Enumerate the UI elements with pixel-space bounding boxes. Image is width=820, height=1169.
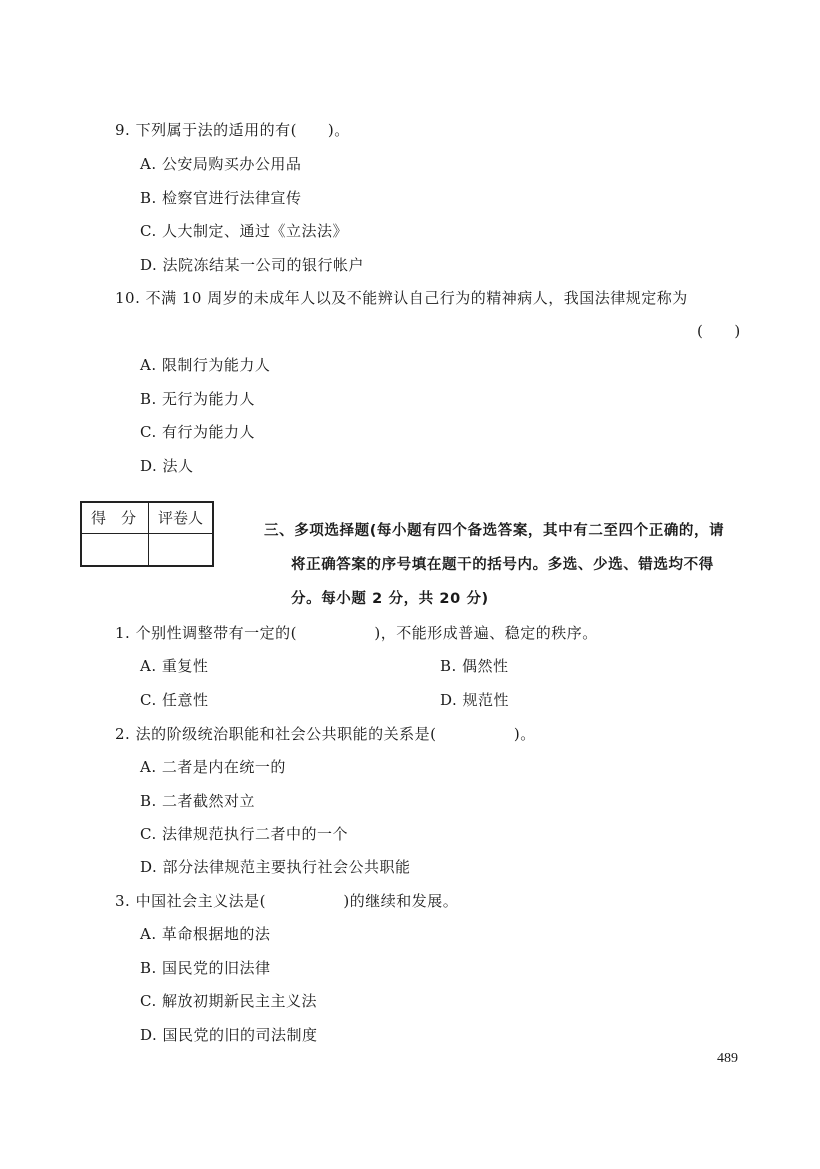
m3-option-c: C. 解放初期新民主主义法: [140, 992, 317, 1010]
m3-option-b: B. 国民党的旧法律: [140, 959, 271, 977]
q10-option-c: C. 有行为能力人: [140, 423, 255, 441]
q10-option-d: D. 法人: [140, 457, 194, 475]
m2-option-a: A. 二者是内在统一的: [140, 758, 286, 776]
section3-heading-line2: 将正确答案的序号填在题干的括号内。多选、少选、错选均不得: [291, 557, 714, 573]
reviewer-label: 评卷人: [158, 509, 204, 527]
q9-option-d: D. 法院冻结某一公司的银行帐户: [140, 256, 365, 274]
section3-heading-line3: 分。每小题 2 分，共 20 分): [291, 591, 489, 607]
q9-option-c: C. 人大制定、通过《立法法》: [140, 222, 348, 240]
m2-option-b: B. 二者截然对立: [140, 792, 256, 810]
m1-option-a: A. 重复性: [140, 657, 209, 675]
page-number: 489: [717, 1051, 738, 1066]
score-label: 得 分: [91, 509, 137, 527]
score-table: [80, 501, 214, 567]
m3-option-a: A. 革命根据地的法: [140, 925, 271, 943]
q9-stem: 9. 下列属于法的适用的有( )。: [115, 121, 350, 139]
m2-option-c: C. 法律规范执行二者中的一个: [140, 825, 348, 843]
m3-stem: 3. 中国社会主义法是( )的继续和发展。: [115, 892, 459, 910]
q9-option-b: B. 检察官进行法律宣传: [140, 189, 302, 207]
m1-option-c: C. 任意性: [140, 691, 209, 709]
m3-option-d: D. 国民党的旧的司法制度: [140, 1026, 318, 1044]
q10-stem: 10. 不满 10 周岁的未成年人以及不能辨认自己行为的精神病人，我国法律规定称为: [115, 289, 688, 307]
m1-option-d: D. 规范性: [440, 691, 510, 709]
q10-option-a: A. 限制行为能力人: [140, 356, 271, 374]
score-table-divider-v: [148, 503, 149, 565]
m2-stem: 2. 法的阶级统治职能和社会公共职能的关系是( )。: [115, 725, 536, 743]
q10-bracket: ( ): [697, 322, 741, 340]
m2-option-d: D. 部分法律规范主要执行社会公共职能: [140, 858, 411, 876]
m1-stem: 1. 个别性调整带有一定的( )，不能形成普遍、稳定的秩序。: [115, 624, 598, 642]
q10-option-b: B. 无行为能力人: [140, 390, 256, 408]
section3-heading-line1: 三、多项选择题(每小题有四个备选答案，其中有二至四个正确的，请: [264, 523, 725, 539]
q9-option-a: A. 公安局购买办公用品: [140, 155, 302, 173]
m1-option-b: B. 偶然性: [440, 657, 509, 675]
score-table-divider-h: [82, 533, 212, 534]
